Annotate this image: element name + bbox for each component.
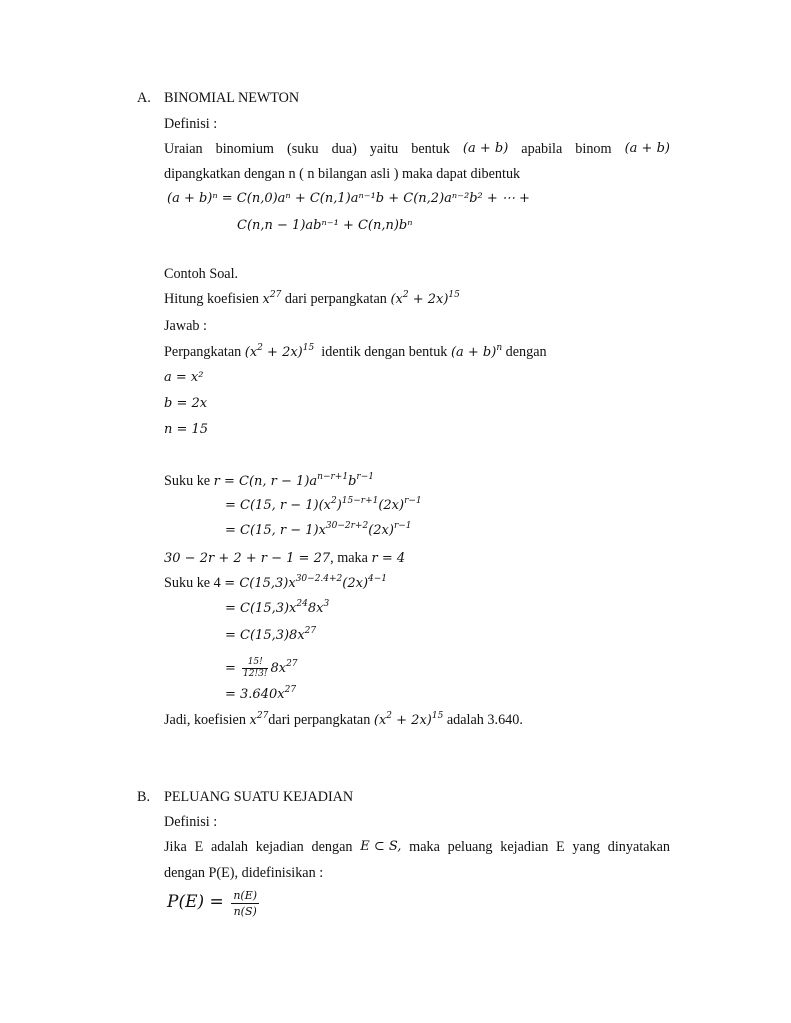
word: Jika — [164, 839, 187, 855]
jawab: Jawab : — [164, 318, 207, 334]
word: adalah — [210, 839, 248, 855]
pe-denominator: n(S) — [233, 905, 257, 919]
suku4-label: Suku ke 4 — [164, 575, 221, 591]
dengan-pe-line: dengan P(E), didefinisikan : — [164, 865, 324, 881]
hitung-line — [164, 290, 460, 309]
math-x27: $x^{27}$ — [262, 289, 282, 307]
word: (suku — [287, 141, 319, 157]
word: dengan — [311, 839, 353, 855]
word: dua) — [331, 141, 357, 157]
perpangkatan-line — [164, 343, 547, 362]
section-b-title: PELUANG SUATU KEJADIAN — [164, 789, 354, 805]
section-a-title: BINOMIAL NEWTON — [164, 90, 300, 106]
dipangkatkan-line: dipangkatkan dengan n ( n bilangan asli ) maka dapat dibentuk — [164, 166, 521, 182]
word: kejadian — [500, 839, 549, 855]
uraian-line — [164, 140, 670, 158]
math-exponent-eq: 30 − 2r + 2 + r − 1 = 27 — [164, 551, 331, 566]
word: binom — [575, 141, 612, 157]
math-power-expr: $(x^2 + 2x)^{15}$ — [390, 289, 460, 307]
identik-text: identik dengan bentuk — [321, 344, 448, 360]
dengan-text: dengan — [505, 344, 547, 360]
jadi-text: Jadi, koefisien — [164, 712, 246, 728]
word: E — [556, 839, 565, 855]
word: binomium — [215, 141, 274, 157]
math-power-expr: $(x^2 + 2x)^{15}$ — [244, 342, 315, 360]
math-r-equals: r = 4 — [371, 551, 406, 566]
section-b-label: B. — [137, 789, 151, 805]
word: Uraian — [164, 141, 203, 157]
suku-r-label: Suku ke — [164, 473, 211, 489]
suku4-step3: = $C(15,3)8x^{27}$ — [225, 625, 317, 643]
word: yaitu — [369, 141, 399, 157]
word: kejadian — [255, 839, 304, 855]
suku4-result: = $3.640x^{27}$ — [225, 684, 297, 702]
math-a-plus-b: (a + b) — [624, 141, 670, 156]
perpangkatan-text: Perpangkatan — [164, 344, 242, 360]
result-coefficient: 3.640 — [240, 687, 278, 702]
pe-numerator: n(E) — [233, 889, 258, 903]
jadi-line — [164, 711, 523, 730]
hitung-text: Hitung koefisien — [164, 291, 259, 307]
definisi-a: Definisi : — [164, 116, 218, 132]
word: peluang — [447, 839, 493, 855]
contoh-soal: Contoh Soal. — [164, 266, 239, 282]
jika-line — [164, 838, 670, 856]
fraction-numerator: 15! — [242, 657, 268, 669]
suku-r-step2: = C(15, $r - 1)(x^2)^{15-r+1}(2x)^{r-1}$ — [225, 495, 422, 513]
math-ab-n: $(a + b)^n$ — [450, 342, 503, 360]
word: bentuk — [411, 141, 450, 157]
hitung-mid-text: dari perpangkatan — [284, 291, 387, 307]
suku4-step2: = $C(15,3)x^{24}8x^3$ — [225, 598, 330, 616]
word: maka — [409, 839, 440, 855]
a-equals: a = x² — [164, 370, 204, 385]
pe-lhs: P(E) = — [167, 892, 224, 912]
n-equals: n = 15 — [164, 422, 209, 437]
suku-r-line — [164, 472, 374, 491]
jadi-mid-text: dari perpangkatan — [268, 712, 371, 728]
probability-formula — [167, 886, 259, 919]
suku4-line — [164, 574, 387, 593]
b-equals: b = 2x — [164, 396, 208, 411]
math-suku4-formula: = $C(15,3)x^{30-2.4+2}(2x)^{4-1}$ — [224, 573, 388, 591]
pe-fraction — [231, 888, 259, 919]
word: dinyatakan — [607, 839, 670, 855]
math-e-subset-s: E ⊂ S, — [360, 839, 402, 854]
word: yang — [572, 839, 601, 855]
math-a-plus-b: (a + b) — [462, 141, 509, 156]
math-x27: $x^{27}$ — [249, 710, 269, 728]
math-suku-r-formula: r = C(n, $r - 1)a^{n-r+1}b^{r-1}$ — [213, 471, 374, 489]
binomial-formula-line2: C(n,n − 1)abⁿ⁻¹ + C(n,n)bⁿ — [237, 218, 413, 233]
fraction-15-over-12-3 — [242, 657, 268, 680]
jadi-end-text: adalah 3.640. — [446, 712, 523, 728]
maka-text: , maka — [330, 550, 368, 566]
math-power-expr: $(x^2 + 2x)^{15}$ — [373, 710, 444, 728]
binomial-formula-line1: (a + b)ⁿ = C(n,0)aⁿ + C(n,1)aⁿ⁻¹b + C(n,2)aⁿ⁻²b² + ⋯ + — [167, 191, 530, 206]
suku-r-step3: = C(15, $r - 1)x^{30-2r+2}(2x)^{r-1}$ — [225, 520, 412, 538]
section-a-label: A. — [137, 90, 151, 106]
exponent-equation — [164, 549, 405, 568]
definisi-b: Definisi : — [164, 814, 218, 830]
suku4-step4: = $\frac{15!}{12!3!}$ $8x^{27}$ — [225, 657, 298, 679]
fraction-denominator: 12!3! — [243, 669, 268, 679]
word: apabila — [521, 141, 563, 157]
word: E — [194, 839, 204, 855]
